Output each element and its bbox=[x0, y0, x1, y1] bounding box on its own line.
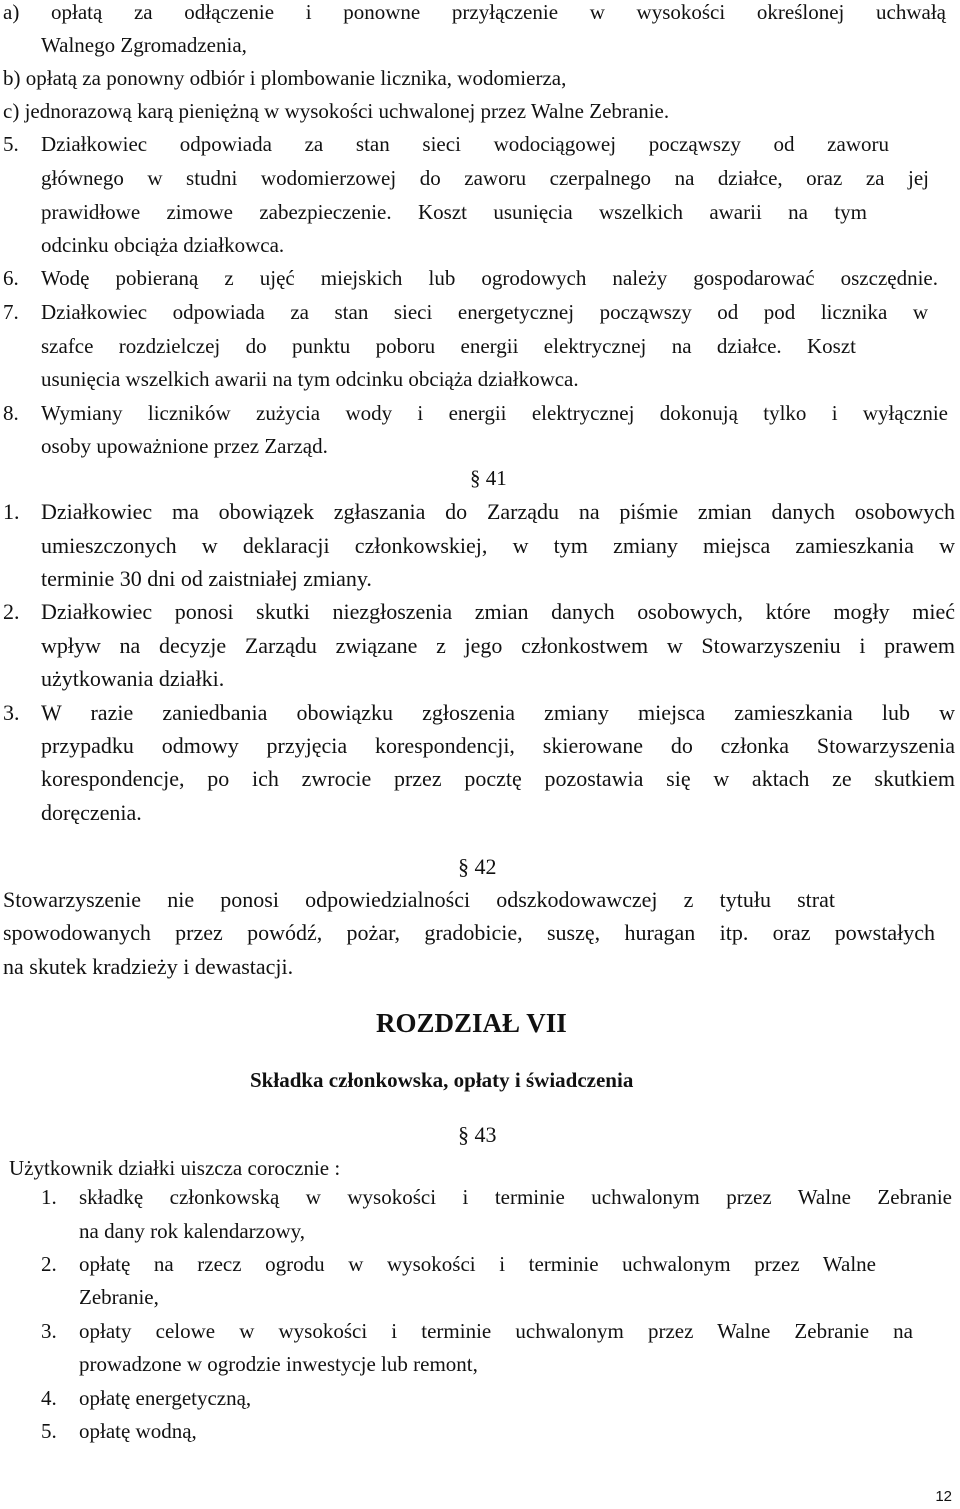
text-line: głównego w studni wodomierzowej do zaworu czerpalnego na działce, oraz za jej bbox=[41, 166, 929, 190]
text-line: opłatę na rzecz ogrodu w wysokości i terminie uchwalonym przez Walne bbox=[79, 1252, 876, 1276]
page-number: 12 bbox=[935, 1488, 952, 1505]
text-line: Walnego Zgromadzenia, bbox=[41, 33, 247, 57]
text-line: użytkowania działki. bbox=[41, 666, 225, 691]
section-symbol: § bbox=[458, 1122, 469, 1147]
item-number: 4. bbox=[41, 1386, 57, 1410]
text-line: terminie 30 dni od zaistniałej zmiany. bbox=[41, 566, 372, 591]
section-symbol: § bbox=[470, 466, 481, 490]
item-number: 5. bbox=[41, 1419, 57, 1443]
text-line: Działkowiec odpowiada za stan sieci energetycznej począwszy od pod licznika w bbox=[41, 300, 928, 324]
text-line: c) jednorazową karą pieniężną w wysokości uchwalonej przez Walne Zebranie. bbox=[3, 99, 670, 123]
section-heading bbox=[458, 854, 497, 880]
section-symbol: § bbox=[458, 854, 469, 879]
item-number: 1. bbox=[3, 499, 20, 524]
text-line: Wodę pobieraną z ujęć miejskich lub ogrodowych należy gospodarować oszczędnie. bbox=[41, 266, 938, 290]
item-number: 8. bbox=[3, 401, 19, 425]
section-heading bbox=[470, 466, 507, 490]
text-line: b) opłatą za ponowny odbiór i plombowanie licznika, wodomierza, bbox=[3, 66, 567, 90]
item-number: 3. bbox=[3, 700, 20, 725]
text-line: a) opłatą za odłączenie i ponowne przyłączenie w wysokości określonej uchwałą bbox=[3, 0, 946, 24]
text-line: na skutek kradzieży i dewastacji. bbox=[3, 954, 294, 979]
text-line: Zebranie, bbox=[79, 1285, 159, 1309]
section-number: 42 bbox=[474, 854, 497, 879]
text-line: Działkowiec odpowiada za stan sieci wodociągowej począwszy od zaworu bbox=[41, 132, 889, 156]
item-number: 5. bbox=[3, 132, 19, 156]
text-line: opłatę energetyczną, bbox=[79, 1386, 252, 1410]
text-line: opłatę wodną, bbox=[79, 1419, 197, 1443]
text-line: umieszczonych w deklaracji członkowskiej, w tym zmiany miejsca zamieszkania w bbox=[41, 533, 955, 558]
item-number: 2. bbox=[3, 599, 20, 624]
text-line: doręczenia. bbox=[41, 800, 142, 825]
text-line: Działkowiec ma obowiązek zgłaszania do Zarządu na piśmie zmian danych osobowych bbox=[41, 499, 955, 524]
text-line: Stowarzyszenie nie ponosi odpowiedzialności odszkodowawczej z tytułu strat bbox=[3, 887, 835, 912]
text-line: korespondencje, po ich zwrocie przez pocztę pozostawia się w aktach ze skutkiem bbox=[41, 766, 955, 791]
text-line: spowodowanych przez powódź, pożar, gradobicie, suszę, huragan itp. oraz powstałych bbox=[3, 920, 935, 945]
item-number: 2. bbox=[41, 1252, 57, 1276]
text-line: osoby upoważnione przez Zarząd. bbox=[41, 434, 328, 458]
text-line: opłaty celowe w wysokości i terminie uchwalonym przez Walne Zebranie na bbox=[79, 1319, 913, 1343]
section-number: 43 bbox=[474, 1122, 497, 1147]
text-line: na dany rok kalendarzowy, bbox=[79, 1219, 306, 1243]
text-line: szafce rozdzielczej do punktu poboru energii elektrycznej na działce. Koszt bbox=[41, 334, 856, 358]
text-line: Działkowiec ponosi skutki niezgłoszenia zmian danych osobowych, które mogły mieć bbox=[41, 599, 955, 624]
item-number: 7. bbox=[3, 300, 19, 324]
section-intro: Użytkownik działki uiszcza corocznie : bbox=[9, 1156, 341, 1180]
section-number: 41 bbox=[485, 466, 507, 490]
item-number: 1. bbox=[41, 1185, 57, 1209]
item-number: 6. bbox=[3, 266, 19, 290]
text-line: składkę członkowską w wysokości i terminie uchwalonym przez Walne Zebranie bbox=[79, 1185, 952, 1209]
chapter-title: ROZDZIAŁ VII bbox=[376, 1008, 567, 1038]
text-line: odcinku obciąża działkowca. bbox=[41, 233, 285, 257]
text-line: prawidłowe zimowe zabezpieczenie. Koszt usunięcia wszelkich awarii na tym bbox=[41, 200, 867, 224]
text-line: przypadku odmowy przyjęcia korespondencji, skierowane do członka Stowarzyszenia bbox=[41, 733, 955, 758]
item-number: 3. bbox=[41, 1319, 57, 1343]
text-line: wpływ na decyzje Zarządu związane z jego członkostwem w Stowarzyszeniu i prawem bbox=[41, 633, 955, 658]
text-line: prowadzone w ogrodzie inwestycje lub remont, bbox=[79, 1352, 478, 1376]
chapter-subtitle: Składka członkowska, opłaty i świadczenia bbox=[250, 1068, 634, 1092]
text-line: W razie zaniedbania obowiązku zgłoszenia zmiany miejsca zamieszkania lub w bbox=[41, 700, 955, 725]
text-line: Wymiany liczników zużycia wody i energii elektrycznej dokonują tylko i wyłącznie bbox=[41, 401, 948, 425]
text-line: usunięcia wszelkich awarii na tym odcinku obciąża działkowca. bbox=[41, 367, 579, 391]
section-heading bbox=[458, 1122, 497, 1148]
